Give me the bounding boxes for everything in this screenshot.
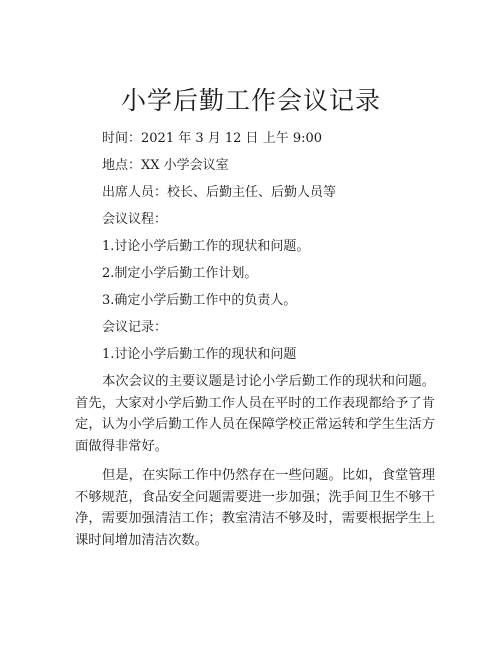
meeting-place: 地点：XX 小学会议室 — [102, 158, 229, 173]
record-paragraph: 但是，在实际工作中仍然存在一些问题。比如，食堂管理不够规范，食品安全问题需要进一步加强；洗手间卫生不够干净，需要加强清洁工作；教室清洁不够及时，需要根据学生上课时间增加清洁次数。 — [75, 468, 435, 548]
meeting-attendees: 出席人员：校长、后勤主任、后勤人员等 — [102, 185, 337, 200]
agenda-item: 2.制定小学后勤工作计划。 — [102, 266, 258, 281]
document-title: 小学后勤工作会议记录 — [120, 86, 381, 115]
meeting-time: 时间：2021 年 3 月 12 日 上午 9:00 — [102, 131, 323, 146]
record-subheading: 1.讨论小学后勤工作的现状和问题 — [102, 347, 297, 362]
agenda-item: 3.确定小学后勤工作中的负责人。 — [102, 293, 297, 308]
record-heading: 会议记录： — [102, 320, 168, 335]
agenda-item: 1.讨论小学后勤工作的现状和问题。 — [102, 239, 310, 254]
record-paragraph: 本次会议的主要议题是讨论小学后勤工作的现状和问题。首先，大家对小学后勤工作人员在平时的工作表现都给予了肯定，认为小学后勤工作人员在保障学校正常运转和学生生活方面做得非常好。 — [75, 374, 435, 454]
agenda-heading: 会议议程： — [102, 212, 168, 227]
